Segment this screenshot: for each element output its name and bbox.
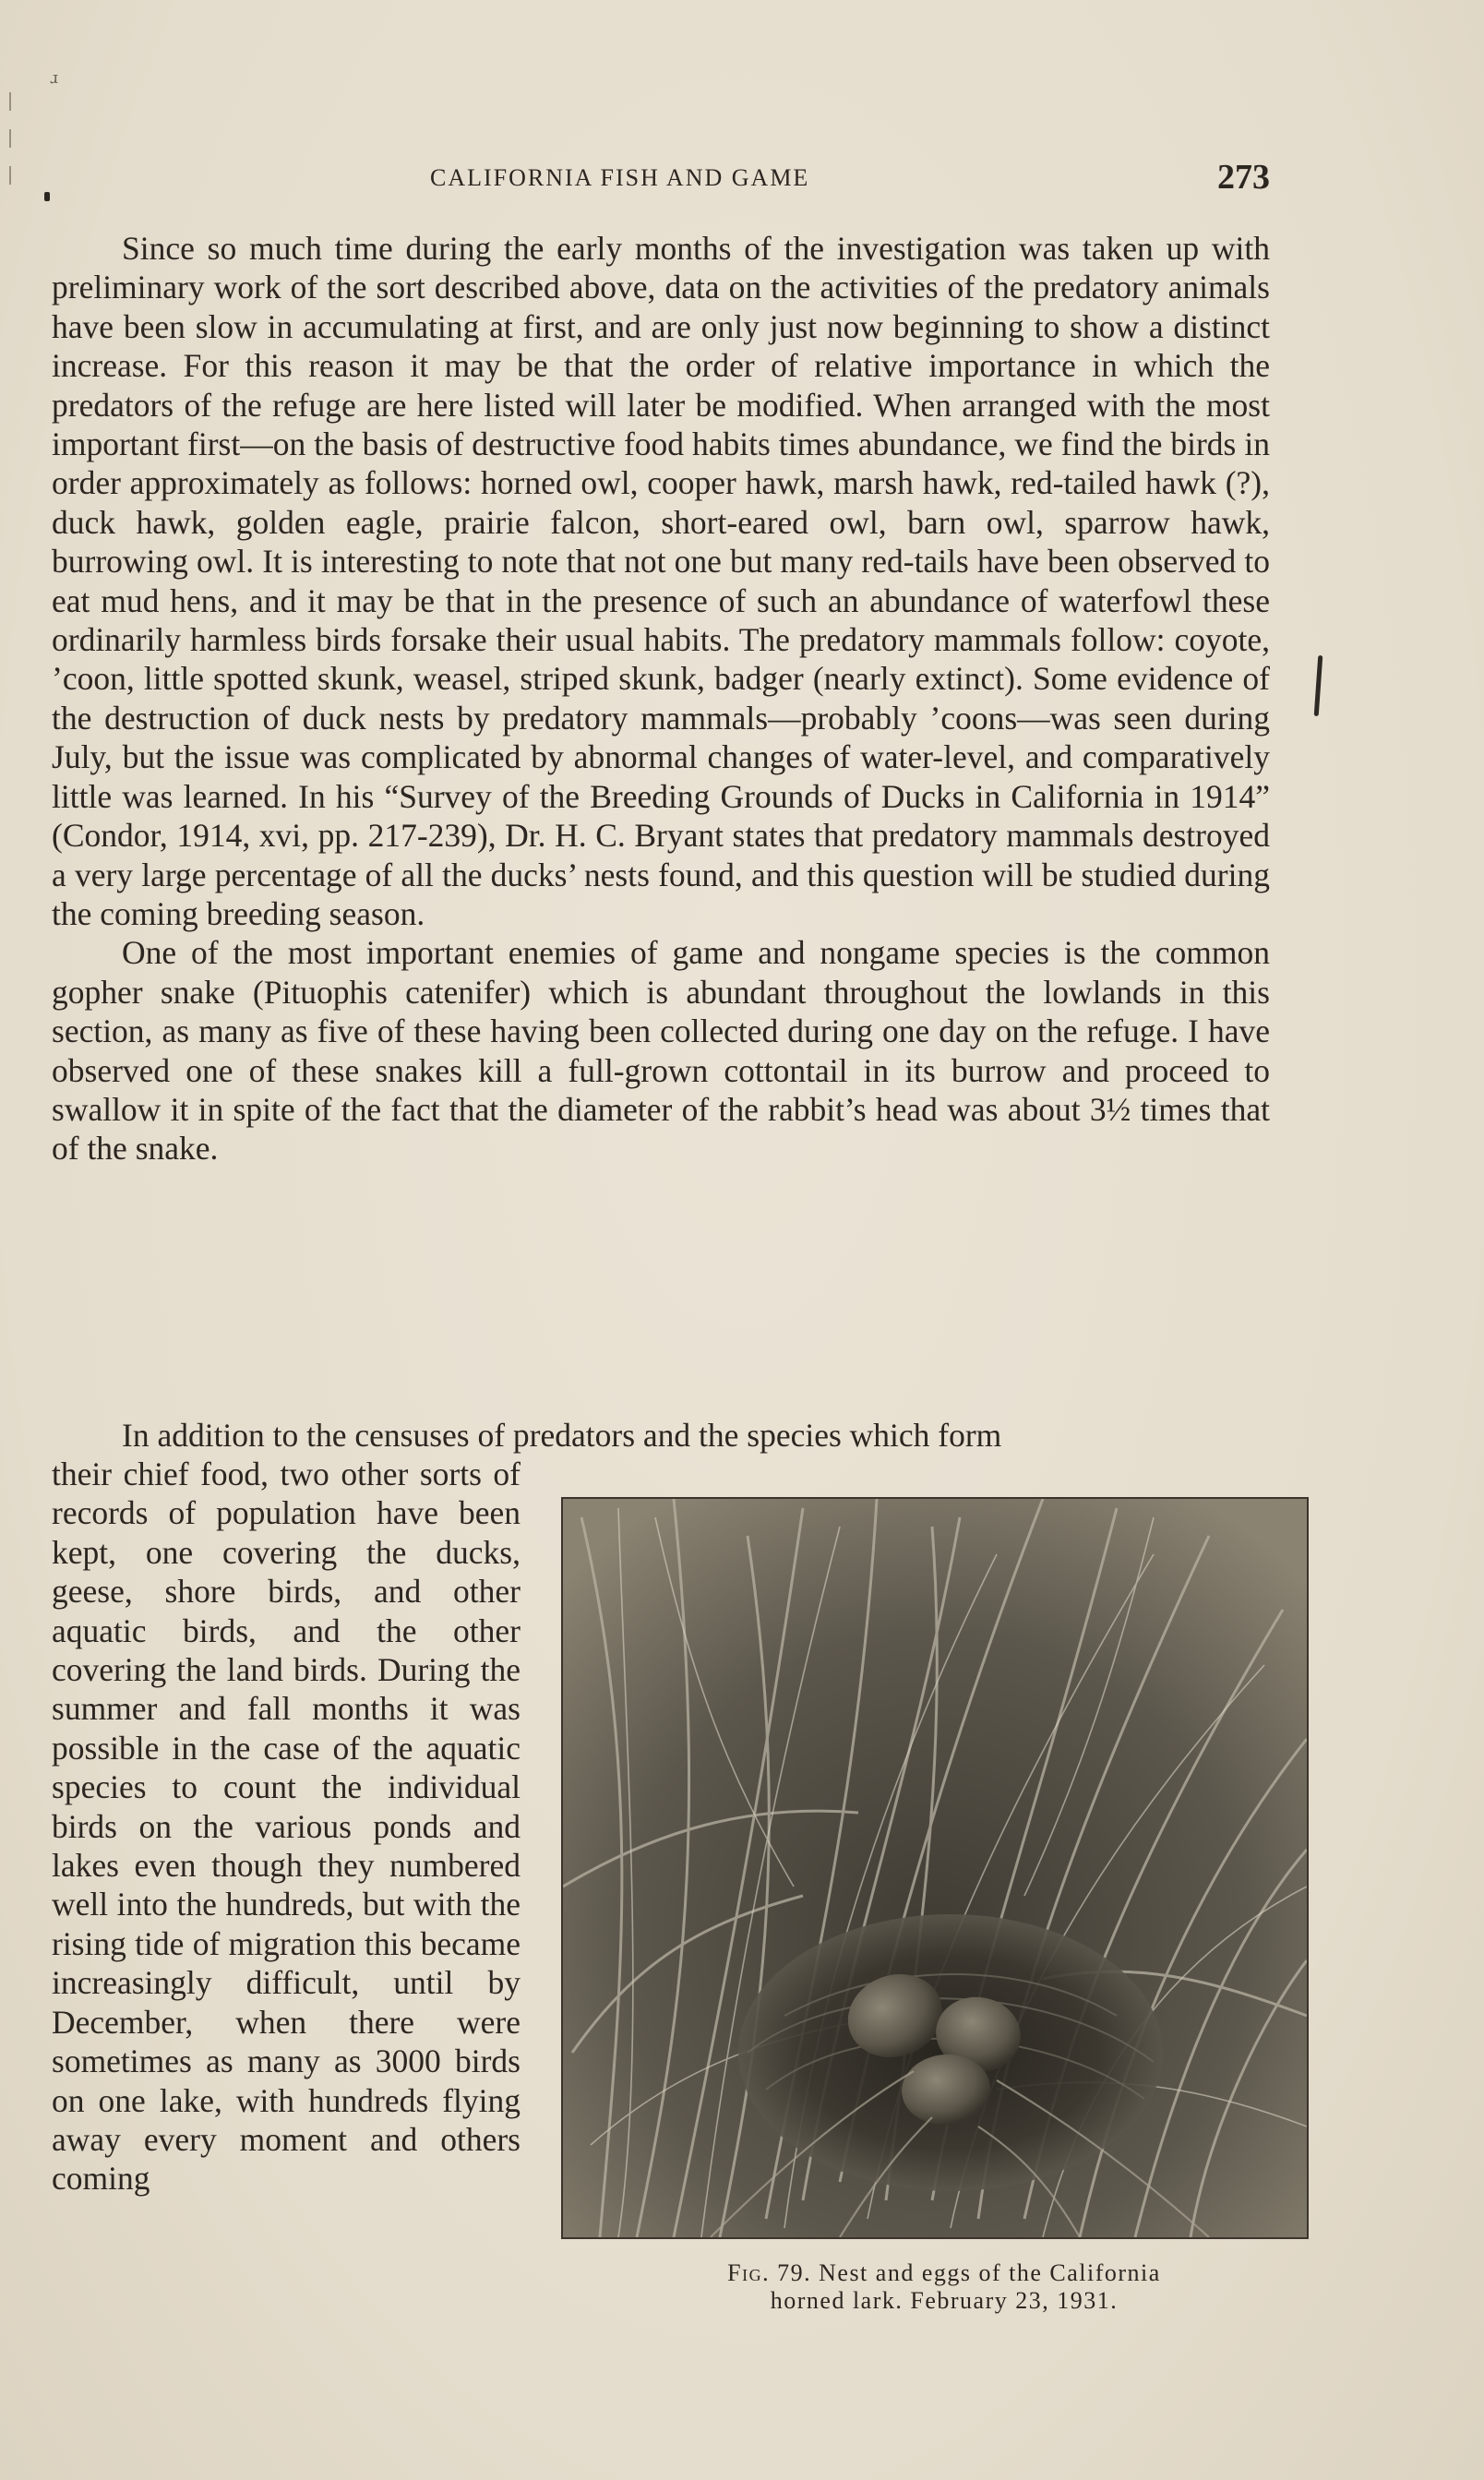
journal-title: CALIFORNIA FISH AND GAME xyxy=(430,164,810,191)
margin-pencil-mark xyxy=(1314,655,1323,716)
paragraph-predators: Since so much time during the early months of the investigation was taken up with preliminary work of the sort described above, data on the activities of the predatory animals have been slow in accumulating at first, and are only just now beginning to show a distinct increase. For this reason it may be that the order of relative importance in which the predators of the refuge are here listed will later be modified. When arranged with the most important first—on the basis of destructive food habits times abundance, we find the birds in order approximately as follows: horned owl, cooper hawk, marsh hawk, red-tailed hawk (?), duck hawk, golden eagle, prairie falcon, short-eared owl, barn owl, sparrow hawk, burrowing owl. It is interesting to note that not one but many red-tails have been observed to eat mud hens, and it may be that in the presence of such an abundance of waterfowl these ordinarily harmless birds forsake their usual habits. The predatory mammals follow: coyote, ’coon, little spotted skunk, weasel, striped skunk, badger (nearly extinct). Some evidence of the destruction of duck nests by predatory mammals—probably ’coons—was seen during July, but the issue was complicated by abnormal changes of water-level, and comparatively little was learned. In his “Survey of the Breeding Grounds of Ducks in California in 1914” (Condor, 1914, xvi, pp. 217-239), Dr. H. C. Bryant states that predatory mammals destroyed a very large percentage of all the ducks’ nests found, and this question will be studied during the coming breeding season. xyxy=(52,230,1270,932)
census-section xyxy=(52,1416,1270,2339)
main-body-text xyxy=(52,229,1270,1168)
page-number: 273 xyxy=(1217,158,1270,197)
census-column-text xyxy=(52,1455,521,2198)
page-edge-marks xyxy=(9,92,11,203)
figure-caption xyxy=(561,2259,1309,2315)
margin-dot xyxy=(44,192,50,201)
census-paragraph-continued: their chief food, two other sorts of records of population have been kept, one covering the ducks, geese, shore birds, and other aquatic birds, and the other covering the land birds. During the summer and fall months it was possible in the case of the aquatic species to count the individual birds on the various ponds and lakes even though they numbered well into the hundreds, but with the rising tide of migration this became increasingly difficult, until by December, when there were sometimes as many as 3000 birds on one lake, with hundreds flying away every moment and others coming xyxy=(52,1456,521,2198)
figure-label: Fig. 79. xyxy=(727,2259,812,2286)
figure-79 xyxy=(561,1497,1309,2315)
caption-line-1: Nest and eggs of the California xyxy=(819,2259,1161,2286)
nest-photo xyxy=(561,1497,1309,2239)
corner-mark: ɹ xyxy=(50,68,59,88)
caption-line-2: horned lark. February 23, 1931. xyxy=(770,2287,1119,2314)
nest-photo-illustration xyxy=(563,1499,1307,2237)
paragraph-gopher-snake: One of the most important enemies of game and nongame species is the common gopher snake (Pituophis catenifer) which is abundant throughout the lowlands in this section, as many as five of these having been collected during one day on the refuge. I have observed one of these snakes kill a full-grown cottontail in its burrow and proceed to swallow it in spite of the fact that the diameter of the rabbit’s head was about 3½ times that of the snake. xyxy=(52,934,1270,1168)
census-first-line: In addition to the censuses of predators and the species which form xyxy=(122,1417,1002,1454)
running-head xyxy=(52,157,1270,203)
census-paragraph-first-line xyxy=(52,1416,1270,1455)
